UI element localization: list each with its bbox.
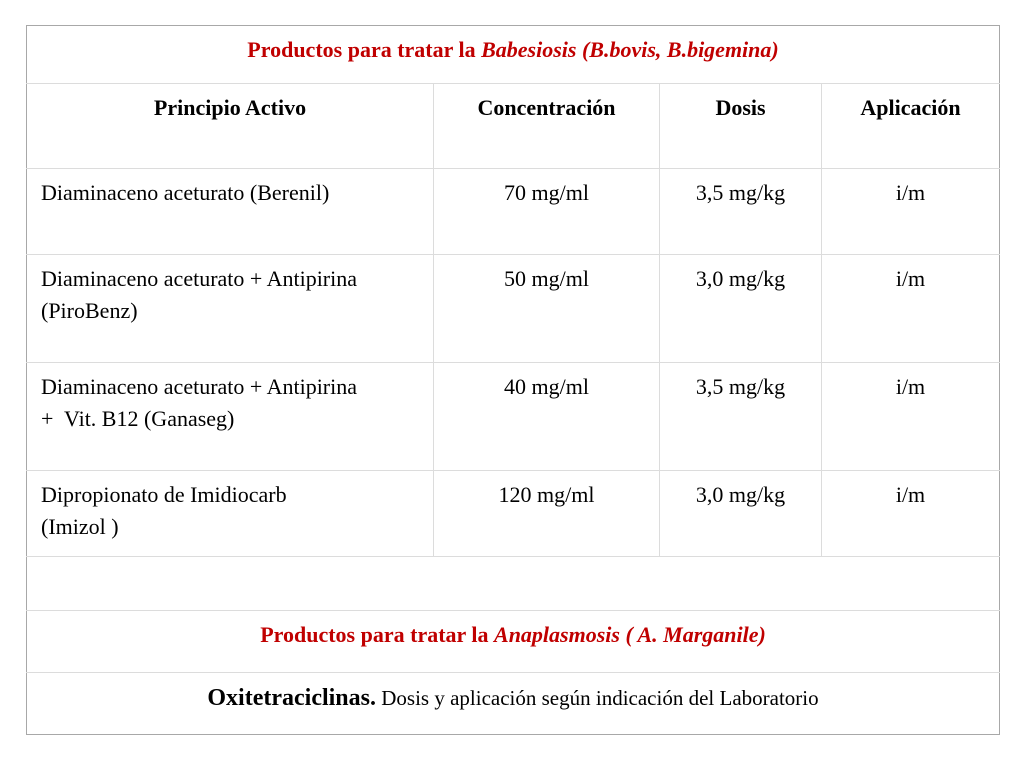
cell-aplicacion: i/m <box>822 471 1000 557</box>
table-row <box>27 471 1000 557</box>
header-concentracion: Concentración <box>434 84 660 169</box>
principio-line1: Dipropionato de Imidiocarb <box>41 482 287 507</box>
footer-bold: Oxitetraciclinas. <box>207 685 376 711</box>
anaplasmosis-title <box>27 611 1000 673</box>
cell-concentracion: 120 mg/ml <box>434 471 660 557</box>
principio-line1: Diaminaceno aceturato + Antipirina <box>41 266 358 291</box>
cell-principio <box>27 363 434 471</box>
drug-table <box>26 25 1000 735</box>
table-row <box>27 169 1000 255</box>
babesiosis-title-italic: Babesiosis (B.bovis, B.bigemina) <box>481 37 779 62</box>
cell-principio <box>27 169 434 255</box>
cell-concentracion: 40 mg/ml <box>434 363 660 471</box>
header-row <box>27 84 1000 169</box>
table-row <box>27 255 1000 363</box>
principio-line2: + Vit. B12 (Ganaseg) <box>41 406 235 431</box>
cell-concentracion: 50 mg/ml <box>434 255 660 363</box>
babesiosis-title-prefix: Productos para tratar la <box>247 37 482 62</box>
empty-row <box>27 557 1000 611</box>
cell-dosis: 3,5 mg/kg <box>660 169 822 255</box>
cell-principio <box>27 471 434 557</box>
table-row <box>27 363 1000 471</box>
empty-cell <box>27 557 1000 611</box>
cell-aplicacion: i/m <box>822 169 1000 255</box>
babesiosis-title <box>27 26 1000 84</box>
cell-dosis: 3,0 mg/kg <box>660 255 822 363</box>
principio-line2: (Imizol ) <box>41 514 119 539</box>
header-principio: Principio Activo <box>27 84 434 169</box>
footer-cell <box>27 673 1000 735</box>
header-aplicacion: Aplicación <box>822 84 1000 169</box>
cell-dosis: 3,5 mg/kg <box>660 363 822 471</box>
cell-aplicacion: i/m <box>822 255 1000 363</box>
header-dosis: Dosis <box>660 84 822 169</box>
cell-aplicacion: i/m <box>822 363 1000 471</box>
principio-line2: (PiroBenz) <box>41 298 138 323</box>
footer-rest: Dosis y aplicación según indicación del Laboratorio <box>376 686 819 710</box>
babesiosis-title-row <box>27 26 1000 84</box>
anaplasmosis-title-italic: Anaplasmosis ( A. Marganile) <box>494 622 766 647</box>
principio-line1: Diaminaceno aceturato + Antipirina <box>41 374 358 399</box>
footer-row <box>27 673 1000 735</box>
anaplasmosis-title-prefix: Productos para tratar la <box>260 622 495 647</box>
cell-concentracion: 70 mg/ml <box>434 169 660 255</box>
cell-dosis: 3,0 mg/kg <box>660 471 822 557</box>
cell-principio <box>27 255 434 363</box>
principio-line1: Diaminaceno aceturato (Berenil) <box>41 180 330 205</box>
anaplasmosis-title-row <box>27 611 1000 673</box>
